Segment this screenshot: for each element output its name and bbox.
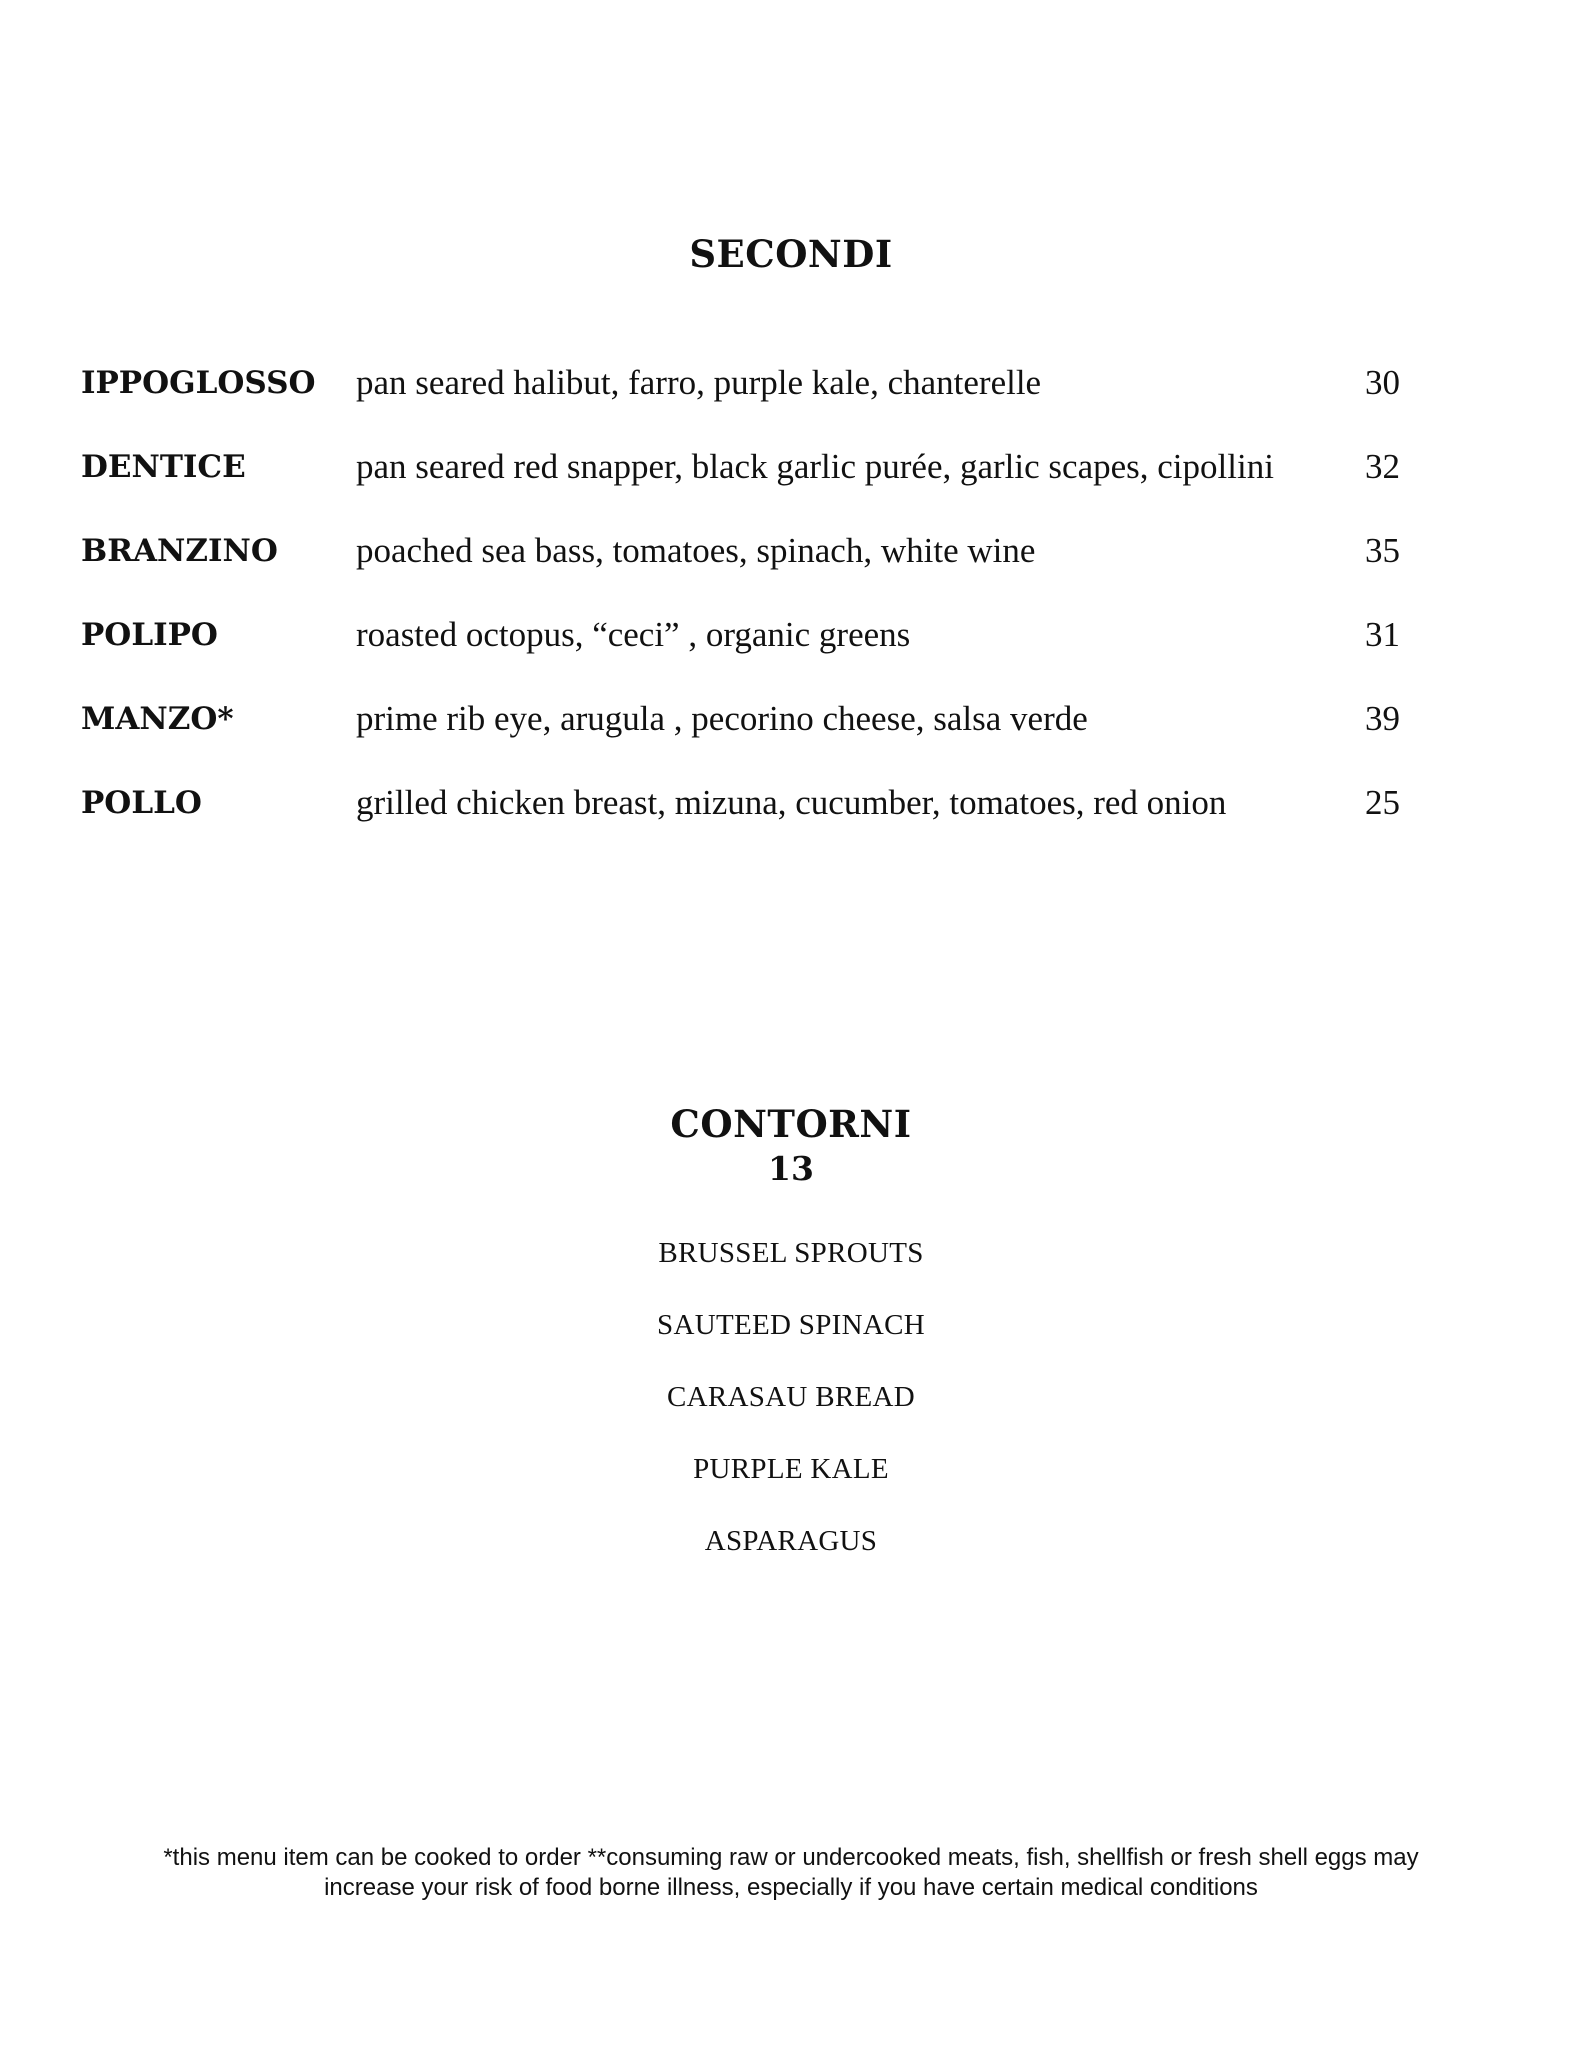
dish-row: [0, 779, 1582, 827]
dish-description: roasted octopus, “ceci” , organic greens: [356, 615, 911, 654]
dish-description: pan seared halibut, farro, purple kale, chanterelle: [356, 363, 1042, 402]
secondi-title: SECONDI: [689, 232, 893, 276]
contorni-price: 13: [768, 1149, 814, 1188]
disclaimer-line: increase your risk of food borne illness, especially if you have certain medical conditions: [324, 1874, 1258, 1901]
dish-price: 39: [1365, 699, 1400, 738]
side-item: CARASAU BREAD: [666, 1381, 916, 1413]
disclaimer-line: *this menu item can be cooked to order **consuming raw or undercooked meats, fish, shellfish or fresh shell eggs may: [163, 1844, 1419, 1871]
side-item: SAUTEED SPINACH: [657, 1309, 925, 1341]
side-item: PURPLE KALE: [693, 1453, 889, 1485]
dish-name: IPPOGLOSSO: [81, 365, 316, 401]
dish-price: 25: [1365, 783, 1400, 822]
dish-description: prime rib eye, arugula , pecorino cheese, salsa verde: [356, 699, 1088, 738]
side-item: ASPARAGUS: [704, 1525, 878, 1557]
dish-row: [0, 695, 1582, 743]
dish-price: 31: [1365, 615, 1400, 654]
dish-row: [0, 611, 1582, 659]
dish-name: POLIPO: [81, 617, 218, 653]
dish-description: grilled chicken breast, mizuna, cucumber, tomatoes, red onion: [356, 783, 1227, 822]
dish-row: [0, 527, 1582, 575]
disclaimer-footer: [80, 1843, 1502, 1903]
dish-name: POLLO: [81, 785, 202, 821]
dish-name: BRANZINO: [81, 533, 278, 569]
dish-row: [0, 359, 1582, 407]
side-item: BRUSSEL SPROUTS: [658, 1237, 924, 1269]
dish-description: poached sea bass, tomatoes, spinach, white wine: [356, 531, 1036, 570]
dish-description: pan seared red snapper, black garlic purée, garlic scapes, cipollini: [356, 447, 1274, 486]
dish-row: [0, 443, 1582, 491]
dish-price: 32: [1365, 447, 1400, 486]
dish-name: DENTICE: [81, 449, 246, 485]
dish-name: MANZO*: [81, 701, 234, 737]
dish-price: 30: [1365, 363, 1400, 402]
contorni-title: CONTORNI: [670, 1102, 912, 1146]
dish-price: 35: [1365, 531, 1400, 570]
